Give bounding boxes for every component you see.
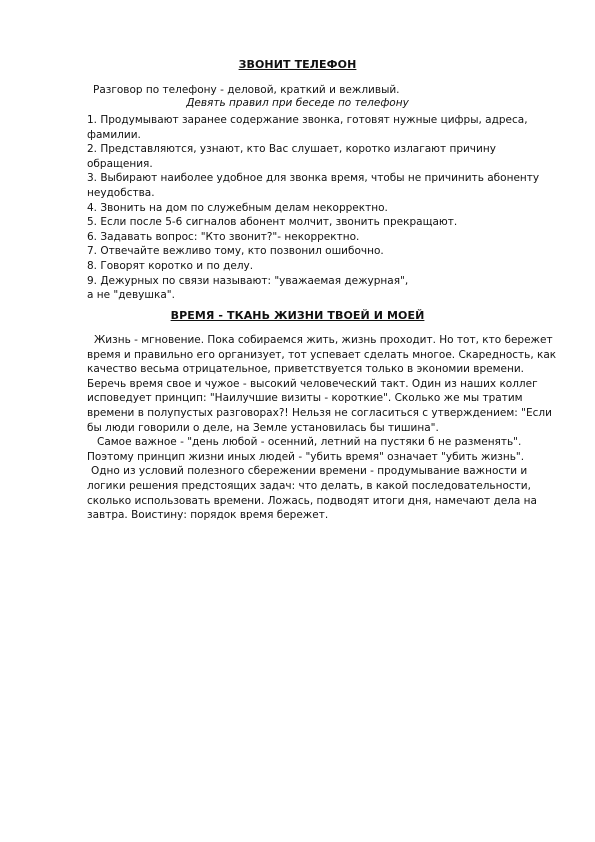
rule-item: 2. Представляются, узнают, кто Вас слушает, коротко излагают причину обращения. xyxy=(87,143,496,170)
section-title-phone: ЗВОНИТ ТЕЛЕФОН xyxy=(238,58,357,71)
rule-item: 5. Если после 5-6 сигналов абонент молчит, звонить прекращают. xyxy=(87,216,458,229)
rule-item: 7. Отвечайте вежливо тому, кто позвонил ошибочно. xyxy=(87,245,384,258)
rules-list xyxy=(87,113,557,303)
section-title-time: ВРЕМЯ - ТКАНЬ ЖИЗНИ ТВОЕЙ И МОЕЙ xyxy=(170,309,425,322)
rule-item: 6. Задавать вопрос: "Кто звонит?"- некорректно. xyxy=(87,230,360,243)
rule-item: 3. Выбирают наиболее удобное для звонка время, чтобы не причинить абоненту неудобства. xyxy=(87,172,540,199)
essay-paragraph: Самое важное - "день любой - осенний, летний на пустяки б не разменять". Поэтому принцип жизни иных людей - "убить время" означает "убить жизнь". xyxy=(87,436,525,463)
rule-item: 1. Продумывают заранее содержание звонка, готовят нужные цифры, адреса, фамилии. xyxy=(87,114,528,141)
rule-item: 4. Звонить на дом по служебным делам некорректно. xyxy=(87,201,388,214)
rule-item: а не "девушка". xyxy=(87,289,175,302)
rule-item: 9. Дежурных по связи называют: "уважаемая дежурная", xyxy=(87,274,409,287)
essay-paragraph: Жизнь - мгновение. Пока собираемся жить, жизнь проходит. Но тот, кто бережет время и правильно его организует, тот успевает сделать многое. Скаредность, как качество весьма отрицательное, приветствуется только в экономии времени. Беречь время свое и чужое - высокий человеческий такт. Один из наших коллег исповедует принцип: "Наилучшие визиты - короткие". Сколько же мы тратим времени в полупустых разговорах?! Нельзя не согласиться с утверждением: "Если бы люди говорили о деле, на Земле установилась бы тишина". xyxy=(87,334,557,434)
essay-paragraph: Одно из условий полезного сбережении времени - продумывание важности и логики решения предстоящих задач: что делать, в какой последовательности, сколько использовать времени. Ложась, подводят итоги дня, намечают дела на завтра. Воистину: порядок время бережет. xyxy=(87,465,537,522)
essay-body xyxy=(87,333,557,523)
rules-subtitle: Девять правил при беседе по телефону xyxy=(186,97,409,109)
intro-line: Разговор по телефону - деловой, краткий и вежливый. xyxy=(93,84,400,96)
rule-item: 8. Говорят коротко и по делу. xyxy=(87,259,254,272)
